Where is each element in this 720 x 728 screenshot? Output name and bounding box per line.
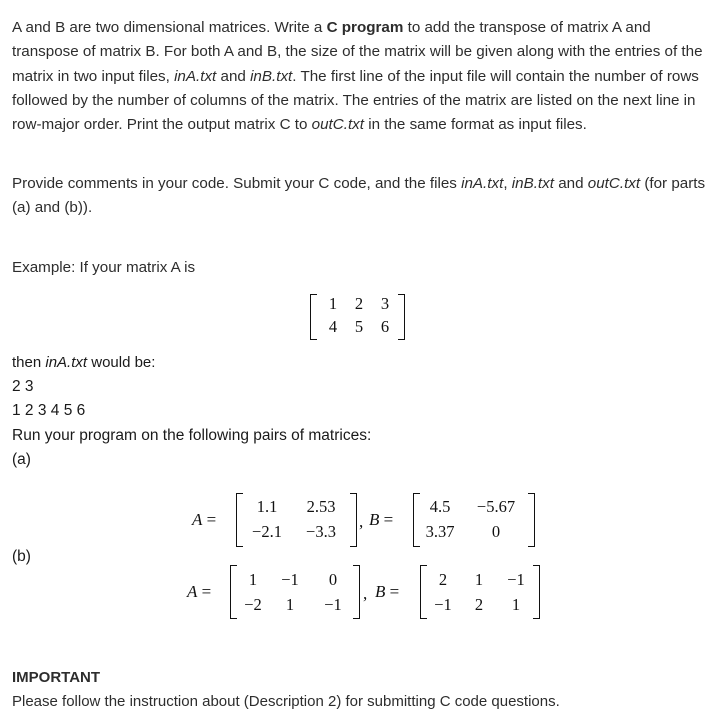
- part-b-b-cell-0-1: 1: [474, 569, 484, 589]
- part-b-label: (b): [12, 548, 31, 565]
- important-heading: IMPORTANT: [12, 669, 101, 686]
- part-b-b-cell-1-2: 1: [511, 594, 521, 614]
- part-b-a-cell-1-2: −1: [324, 594, 342, 614]
- example-line-1: 2 3: [12, 378, 34, 395]
- part-b-a-name: A: [187, 582, 198, 601]
- part-b-b-cell-1-1: 2: [474, 594, 484, 614]
- file-ina: inA.txt: [174, 67, 217, 85]
- part-b-a-cell-1-1: 1: [285, 594, 295, 614]
- then-line: then inA.txt would be:: [12, 354, 156, 371]
- file-outc: outC.txt: [311, 116, 364, 134]
- example-matrix-cell-0-2: 3: [380, 293, 390, 313]
- part-b-a-cell-0-2: 0: [328, 569, 338, 589]
- part-b-a-cell-0-0: 1: [248, 569, 258, 589]
- example-matrix-cell-0-0: 1: [328, 293, 338, 313]
- example-matrix-cell-1-1: 5: [354, 316, 364, 336]
- comments-paragraph: Provide comments in your code. Submit your C code, and the files inA.txt, inB.txt and outC.txt (for parts (a) and (b)).: [12, 175, 706, 217]
- part-b-matrix-b: [424, 567, 536, 617]
- part-a-b-cell-0-1: −5.67: [476, 496, 516, 516]
- part-a-matrix-a: [244, 494, 352, 544]
- example-matrix-cell-1-0: 4: [328, 316, 338, 336]
- part-a-a-cell-0-0: 1.1: [256, 496, 278, 516]
- example-matrix-cell-1-2: 6: [380, 316, 390, 336]
- part-b-b-cell-0-0: 2: [438, 569, 448, 589]
- example-matrix-cell-0-1: 2: [354, 293, 364, 313]
- part-a-a-cell-1-1: −3.3: [306, 521, 336, 541]
- part-b-b-cell-0-2: −1: [507, 569, 525, 589]
- part-a-b-cell-0-0: 4.5: [429, 496, 451, 516]
- part-b-a-cell-0-1: −1: [281, 569, 299, 589]
- part-b-b-cell-1-0: −1: [434, 594, 452, 614]
- part-b-a-cell-1-0: −2: [244, 594, 262, 614]
- part-b-matrix-a: [236, 567, 356, 617]
- part-a-b-name: B: [369, 510, 380, 529]
- part-a-a-cell-1-0: −2.1: [252, 521, 282, 541]
- intro-paragraph: A and B are two dimensional matrices. Write a C program to add the transpose of matrix A and transpose of matrix B. For both A and B, the size of the matrix will be given along with the entries of the matrix in two input files, inA.txt and inB.txt. The first line of the input file will contain the number of rows followed by the number of columns of the matrix. The entries of the matrix are listed on the next line in row-major order. Print the output matrix C to outC.txt in the same format as input files.: [12, 19, 703, 134]
- file-inb: inB.txt: [250, 67, 293, 85]
- part-a-label: (a): [12, 451, 31, 468]
- part-a-a-cell-0-1: 2.53: [306, 496, 336, 516]
- part-a-matrix-b: [420, 494, 532, 544]
- example-matrix-grid: [320, 292, 398, 338]
- part-a-a-name: A: [192, 510, 203, 529]
- example-line-2: 1 2 3 4 5 6: [12, 402, 86, 419]
- c-program-emphasis: C program: [326, 19, 404, 36]
- part-b-b-name: B: [375, 582, 386, 601]
- example-label: Example: If your matrix A is: [12, 259, 196, 276]
- part-a-b-cell-1-0: 3.37: [425, 521, 455, 541]
- run-instructions: Run your program on the following pairs of matrices:: [12, 427, 372, 444]
- part-a-b-cell-1-1: 0: [491, 521, 501, 541]
- important-text: Please follow the instruction about (Description 2) for submitting C code questions.: [12, 693, 560, 710]
